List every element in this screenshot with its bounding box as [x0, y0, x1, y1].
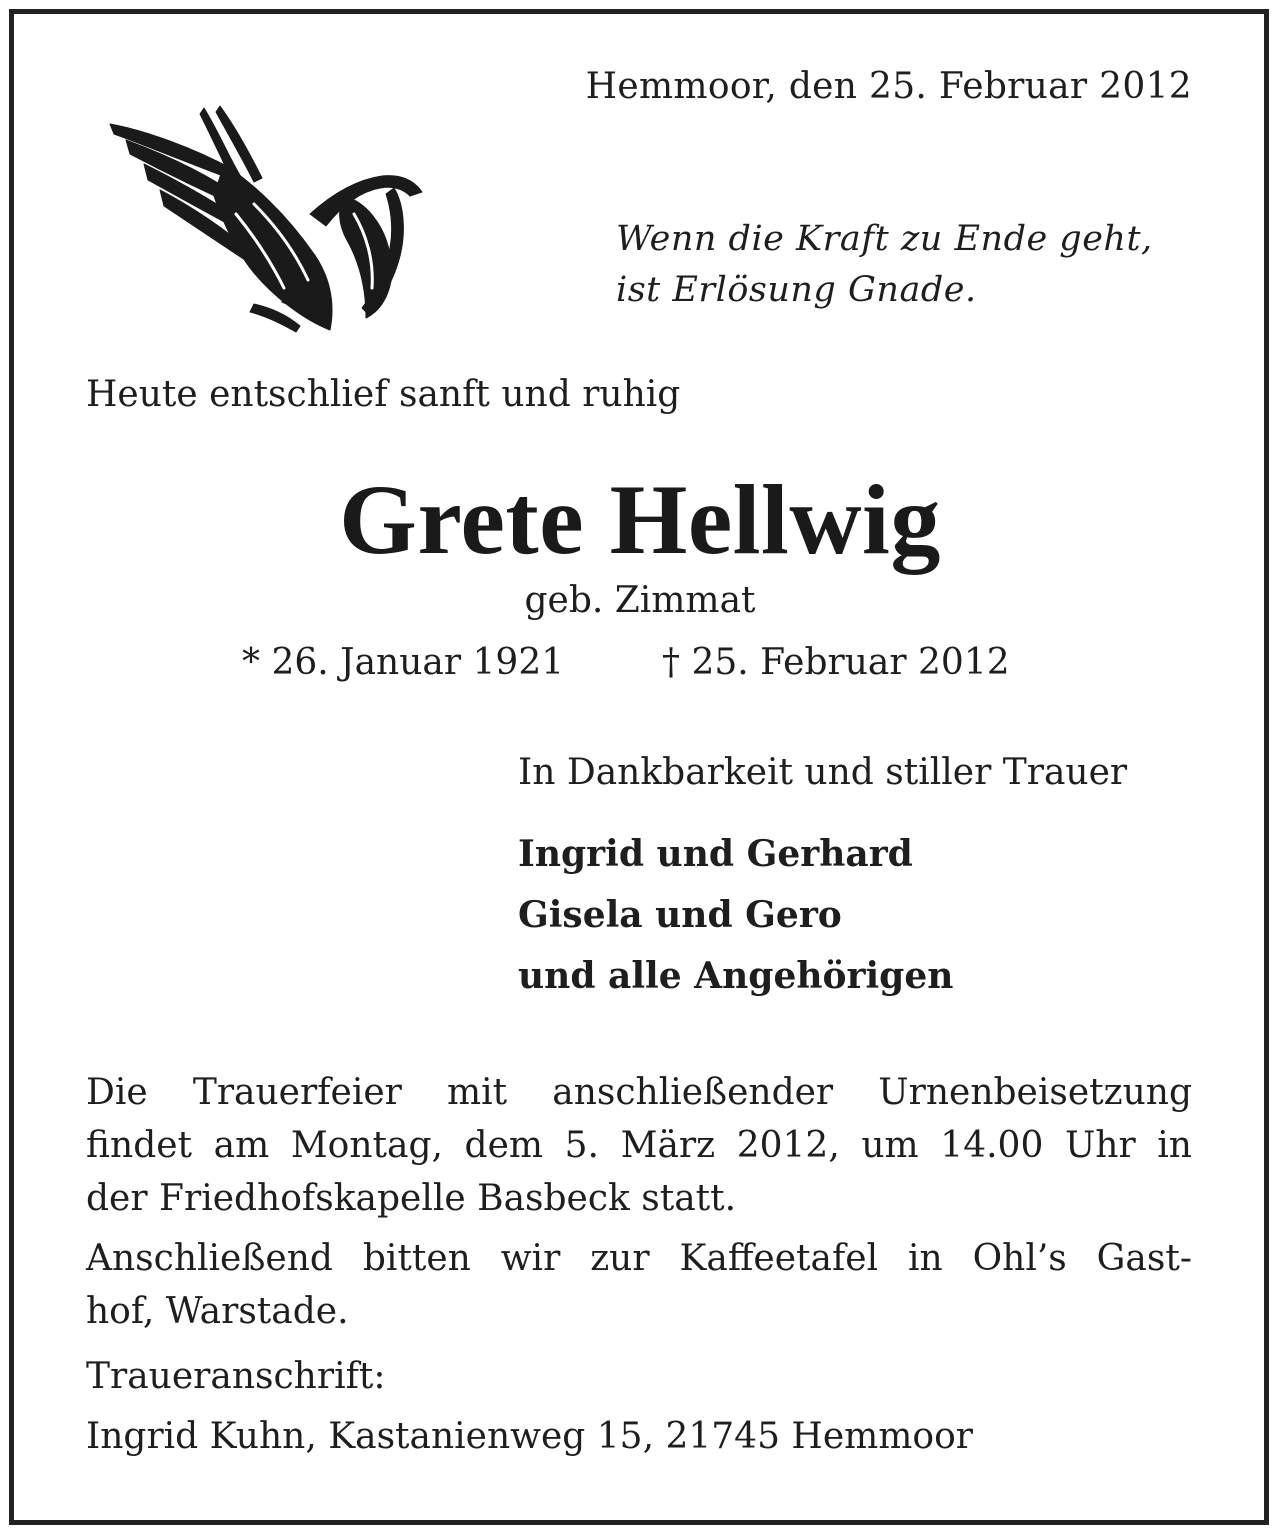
verse	[616, 214, 1153, 316]
deceased-name: Grete Hellwig	[339, 464, 941, 575]
mourner-entry: Ingrid und Gerhard	[518, 833, 913, 875]
ceremony-line: findet am Montag, dem 5. März 2012, um 14.00 Uhr in	[86, 1125, 1192, 1166]
mourner-entry: und alle Angehörigen	[518, 955, 954, 997]
mourner-entry: Gisela und Gero	[518, 894, 842, 936]
coffee-line: Anschließend bitten wir zur Kaffeetafel in Ohl’s Gast-	[86, 1238, 1192, 1279]
verse-line: ist Erlösung Gnade.	[616, 270, 977, 310]
ceremony-line: Die Trauerfeier mit anschließender Urnenbeisetzung	[86, 1072, 1192, 1113]
verse-line: Wenn die Kraft zu Ende geht,	[616, 219, 1153, 259]
date-place: Hemmoor, den 25. Februar 2012	[585, 66, 1192, 107]
ceremony-paragraph	[86, 1066, 1192, 1225]
coffee-paragraph	[86, 1232, 1192, 1338]
maiden-name: geb. Zimmat	[524, 580, 756, 621]
address-label: Traueranschrift:	[86, 1356, 386, 1397]
praying-hands-icon	[104, 104, 434, 344]
mourning-address: Ingrid Kuhn, Kastanienweg 15, 21745 Hemmoor	[86, 1416, 973, 1457]
ceremony-line: der Friedhofskapelle Basbeck statt.	[86, 1178, 737, 1219]
thanks-text: In Dankbarkeit und stiller Trauer	[518, 752, 1128, 793]
mourners-list	[518, 824, 953, 1007]
coffee-line: hof, Warstade.	[86, 1291, 349, 1332]
intro-text: Heute entschlief sanft und ruhig	[86, 374, 681, 415]
birth-date: * 26. Januar 1921	[242, 642, 565, 683]
death-date: † 25. Februar 2012	[662, 642, 1010, 683]
